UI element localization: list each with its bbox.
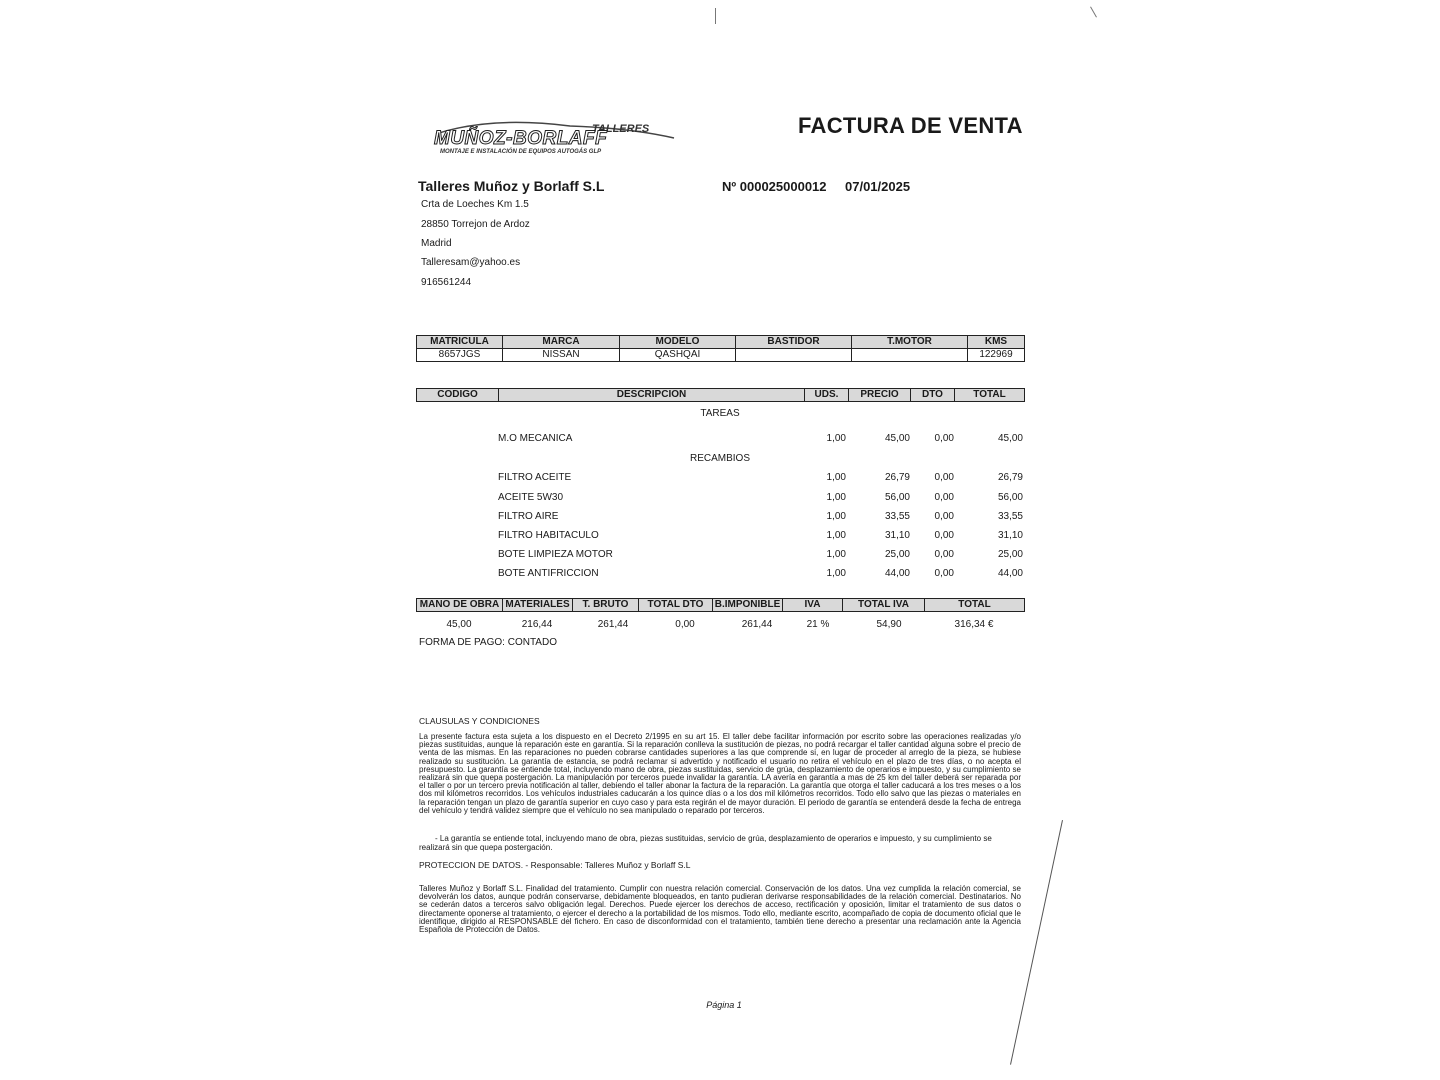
- company-email: Talleresam@yahoo.es: [421, 257, 521, 268]
- item-price: 31,10: [884, 530, 910, 541]
- items-header-cell: CODIGO: [417, 389, 499, 402]
- item-price: 26,79: [884, 472, 910, 483]
- vehicle-chassis: [736, 349, 852, 362]
- logo-main-text: MUÑOZ-BORLAFF: [434, 128, 608, 149]
- item-total: 44,00: [997, 568, 1023, 579]
- total-labor: 45,00: [446, 619, 472, 630]
- totals-header-cell: B.IMPONIBLE: [713, 599, 783, 612]
- vehicle-plate: 8657JGS: [417, 349, 503, 362]
- vehicle-header-row: [417, 336, 1025, 349]
- vehicle-model: QASHQAI: [620, 349, 736, 362]
- vehicle-header-cell: MODELO: [620, 336, 736, 349]
- item-dto: 0,00: [934, 433, 954, 444]
- clauses-title: CLAUSULAS Y CONDICIONES: [419, 716, 540, 726]
- item-dto: 0,00: [934, 568, 954, 579]
- item-uds: 1,00: [826, 549, 846, 560]
- list-item: [416, 492, 1024, 506]
- vehicle-table: [416, 335, 1025, 362]
- item-price: 44,00: [884, 568, 910, 579]
- item-price: 25,00: [884, 549, 910, 560]
- address-region: Madrid: [421, 238, 452, 249]
- item-dto: 0,00: [934, 472, 954, 483]
- data-protection-title: PROTECCION DE DATOS. - Responsable: Talleres Muñoz y Borlaff S.L: [419, 860, 691, 870]
- data-protection-body: Talleres Muñoz y Borlaff S.L. Finalidad del tratamiento. Cumplir con nuestra relación comercial. Conservación de los datos. Una vez cumplida la relación comercial, se devolverán los datos, aunque podrán conservarse, debidamente bloqueados, en tanto pudieran derivarse responsabilidades de la relación comercial. Destinatarios. No se cederán datos a terceros salvo obligación legal. Derechos. Puede ejercer los derechos de acceso, rectificación y oposición, limitar el tratamiento de sus datos o directamente oponerse al tratamiento, o ejercer el derecho a la portabilidad de los mismos. Todo ello, mediante escrito, acompañado de copia de documento oficial que le identifique, dirigido al RESPONSABLE del fichero. En caso de disconformidad con el tratamiento, también tiene derecho a presentar una reclamación ante la Agencia Española de Protección de Datos.: [419, 884, 1021, 935]
- list-item: [416, 568, 1024, 582]
- invoice-number: Nº 000025000012: [722, 179, 827, 194]
- item-description: FILTRO ACEITE: [498, 472, 572, 483]
- category-label: RECAMBIOS: [689, 453, 750, 464]
- scan-mark: [715, 8, 716, 24]
- list-item: [416, 433, 1024, 447]
- totals-header-cell: T. BRUTO: [573, 599, 639, 612]
- item-description: BOTE ANTIFRICCION: [498, 568, 599, 579]
- totals-header-row: [417, 599, 1025, 612]
- items-header-cell: DTO: [911, 389, 955, 402]
- item-uds: 1,00: [826, 530, 846, 541]
- totals-header-cell: IVA: [783, 599, 843, 612]
- item-total: 25,00: [997, 549, 1023, 560]
- item-total: 45,00: [997, 433, 1023, 444]
- totals-header-table: [416, 598, 1025, 612]
- totals-header-cell: TOTAL: [925, 599, 1025, 612]
- item-description: FILTRO AIRE: [498, 511, 559, 522]
- vehicle-brand: NISSAN: [503, 349, 620, 362]
- page-number: Página 1: [706, 1000, 742, 1010]
- clauses-body: La presente factura esta sujeta a los dispuesto en el Decreto 2/1995 en su art 15. El taller debe facilitar información por escrito sobre las operaciones realizadas y/o piezas sustituidas, aunque la reparación este en garantía. Si la reparación conlleva la sustitución de piezas, no podrá recargar el taller cantidad alguna sobre el precio de venta de las mismas. En las reparaciones no pueden cobrarse cantidades superiores a las que comprende si, en lugar de proceder al arreglo de la pieza, se hubiese realizado su sustitución. La garantía de estancia, se podrá reclamar si advertido y notificado el usuario no retira el vehículo en el plazo de tres días, o no acepta el presupuesto. La garantía se entiende total, incluyendo mano de obra, piezas sustituidas, servicio de grúa, desplazamiento de operarios e impuesto, y su cumplimiento se realizará sin que quepa postergación. La manipulación por terceros puede invalidar la garantía. LA avería en garantía a mas de 25 km del taller deberá ser reparada por el taller o por un tercero previa notificación al taller, debiendo el taller abonar la factura de la reparación. La garantía que otorga el taller caducará a los tres meses o a los dos mil kilómetros recorridos. Los vehículos industriales caducarán a los quince días o a los dos mil kilómetros recorridos. Todo ello salvo que las piezas o materiales en la reparación tengan un plazo de garantía superior en cuyo caso y para esta regirán el de mayor duración. El periodo de garantía se entenderá desde la fecha de entrega del vehículo y tendrá validez siempre que el vehículo no sea manipulado o reparado por terceros.: [419, 732, 1021, 815]
- item-uds: 1,00: [826, 433, 846, 444]
- item-total: 56,00: [997, 492, 1023, 503]
- vehicle-header-cell: T.MOTOR: [852, 336, 968, 349]
- totals-header-cell: TOTAL IVA: [843, 599, 925, 612]
- total-vat: 54,90: [876, 619, 902, 630]
- address-street: Crta de Loeches Km 1.5: [421, 199, 529, 210]
- totals-header-cell: TOTAL DTO: [639, 599, 713, 612]
- list-item: [416, 530, 1024, 544]
- total-discount: 0,00: [675, 619, 695, 630]
- item-uds: 1,00: [826, 472, 846, 483]
- vehicle-header-cell: BASTIDOR: [736, 336, 852, 349]
- item-dto: 0,00: [934, 530, 954, 541]
- items-header-cell: TOTAL: [955, 389, 1025, 402]
- scan-mark: [1090, 7, 1097, 18]
- company-phone: 916561244: [421, 277, 472, 288]
- item-description: FILTRO HABITACULO: [498, 530, 599, 541]
- logo-top-text: TALLERES: [592, 123, 650, 135]
- invoice-date: 07/01/2025: [845, 179, 911, 194]
- item-price: 33,55: [884, 511, 910, 522]
- total-taxable-base: 261,44: [741, 619, 773, 630]
- item-uds: 1,00: [826, 511, 846, 522]
- item-uds: 1,00: [826, 568, 846, 579]
- company-name: Talleres Muñoz y Borlaff S.L: [418, 178, 605, 194]
- items-header-cell: DESCRIPCION: [499, 389, 805, 402]
- item-uds: 1,00: [826, 492, 846, 503]
- total-materials: 216,44: [521, 619, 553, 630]
- items-header-cell: UDS.: [805, 389, 849, 402]
- item-description: ACEITE 5W30: [498, 492, 564, 503]
- list-item: [416, 511, 1024, 525]
- item-dto: 0,00: [934, 511, 954, 522]
- clauses-note: - La garantía se entiende total, incluyendo mano de obra, piezas sustituidas, servicio de grúa, desplazamiento de operarios e impuesto, y su cumplimiento se realizará sin que quepa postergación.: [419, 834, 992, 852]
- logo-sub-text: MONTAJE E INSTALACIÓN DE EQUIPOS AUTOGÁS GLP: [440, 149, 602, 155]
- total-gross: 261,44: [597, 619, 629, 630]
- items-header-cell: PRECIO: [849, 389, 911, 402]
- payment-method: FORMA DE PAGO: CONTADO: [419, 637, 557, 648]
- totals-header-cell: MANO DE OBRA: [417, 599, 503, 612]
- category-row: [416, 453, 1024, 467]
- item-description: BOTE LIMPIEZA MOTOR: [498, 549, 613, 560]
- item-total: 26,79: [997, 472, 1023, 483]
- vehicle-value-row: [417, 349, 1025, 362]
- vehicle-engine: [852, 349, 968, 362]
- company-logo: [430, 118, 680, 158]
- items-header-table: [416, 388, 1025, 402]
- vehicle-header-cell: MARCA: [503, 336, 620, 349]
- item-total: 33,55: [997, 511, 1023, 522]
- item-price: 45,00: [884, 433, 910, 444]
- items-header-row: [417, 389, 1025, 402]
- category-row: [416, 408, 1024, 422]
- list-item: [416, 472, 1024, 486]
- item-price: 56,00: [884, 492, 910, 503]
- list-item: [416, 549, 1024, 563]
- vat-rate: 21 %: [806, 619, 830, 630]
- totals-header-cell: MATERIALES: [503, 599, 573, 612]
- item-dto: 0,00: [934, 549, 954, 560]
- vehicle-header-cell: KMS: [968, 336, 1025, 349]
- vehicle-kms: 122969: [968, 349, 1025, 362]
- vehicle-header-cell: MATRICULA: [417, 336, 503, 349]
- scan-edge-line: [1010, 820, 1063, 1065]
- address-city: 28850 Torrejon de Ardoz: [421, 219, 530, 230]
- item-description: M.O MECANICA: [498, 433, 573, 444]
- item-total: 31,10: [997, 530, 1023, 541]
- grand-total: 316,34 €: [954, 619, 994, 630]
- item-dto: 0,00: [934, 492, 954, 503]
- category-label: TAREAS: [700, 408, 740, 419]
- totals-values-row: [416, 619, 1024, 633]
- document-title: FACTURA DE VENTA: [798, 113, 1023, 138]
